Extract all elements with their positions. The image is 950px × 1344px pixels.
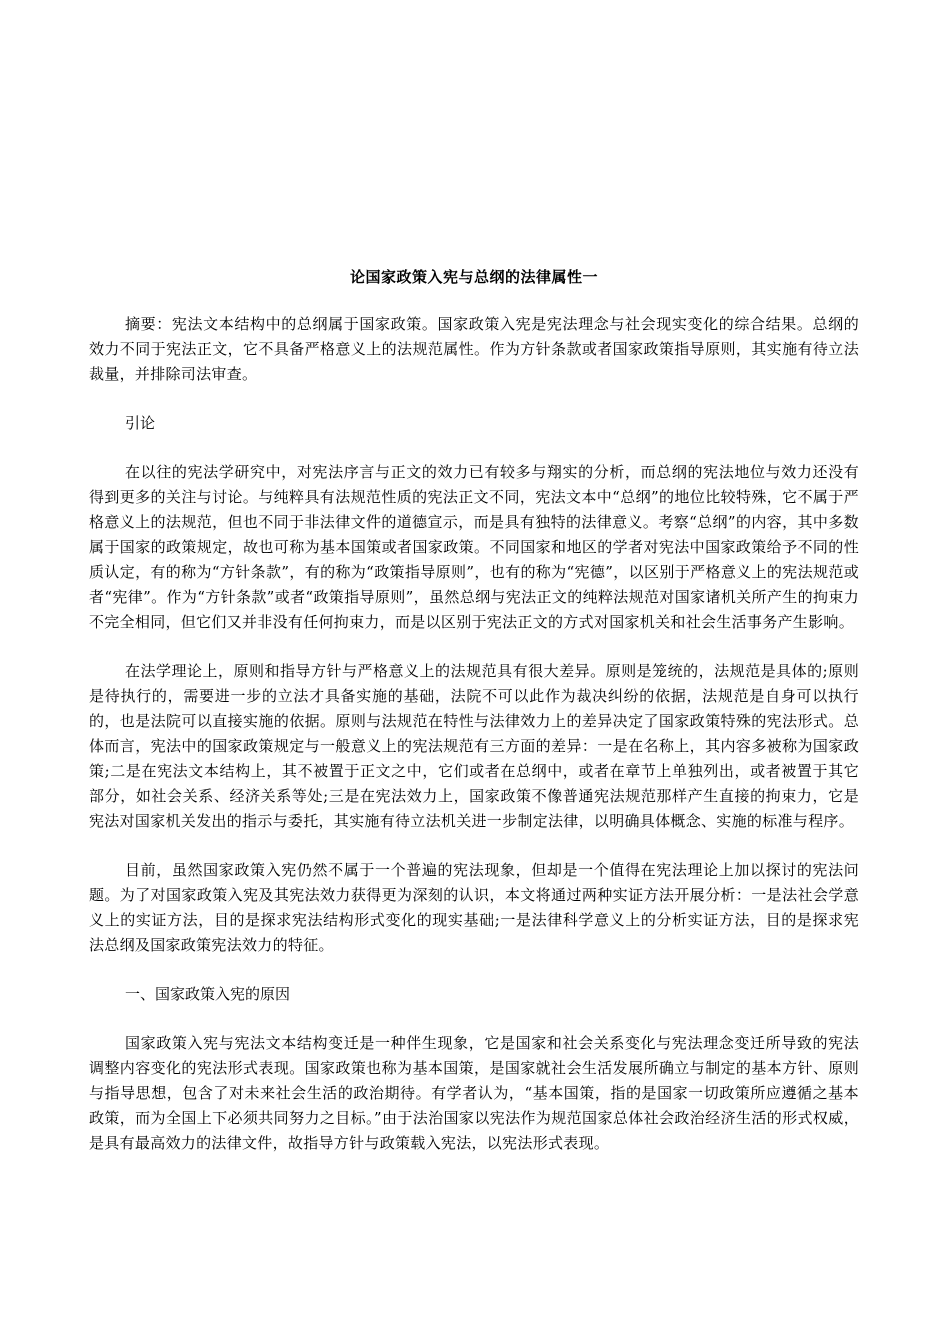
body-paragraph: 在法学理论上，原则和指导方针与严格意义上的法规范具有很大差异。原则是笼统的，法规范是具体的;原则是待执行的，需要进一步的立法才具备实施的基础，法院不可以此作为裁决纠纷的依据，法规范是自身可以执行的，也是法院可以直接实施的依据。原则与法规范在特性与法律效力上的差异决定了国家政策特殊的宪法形式。总体而言，宪法中的国家政策规定与一般意义上的宪法规范有三方面的差异：一是在名称上，其内容多被称为国家政策;二是在宪法文本结构上，其不被置于正文之中，它们或者在总纲中，或者在章节上单独列出，或者被置于其它部分，如社会关系、经济关系等处;三是在宪法效力上，国家政策不像普通宪法规范那样产生直接的拘束力，它是宪法对国家机关发出的指示与委托，其实施有待立法机关进一步制定法律，以明确具体概念、实施的标准与程序。 — [89, 662, 859, 830]
intro-heading: 引论 — [125, 414, 156, 432]
abstract-paragraph: 摘要：宪法文本结构中的总纲属于国家政策。国家政策入宪是宪法理念与社会现实变化的综合结果。总纲的效力不同于宪法正文，它不具备严格意义上的法规范属性。作为方针条款或者国家政策指导原则，其实施有待立法裁量，并排除司法审查。 — [89, 315, 859, 383]
section-heading: 一、国家政策入宪的原因 — [125, 985, 291, 1003]
body-paragraph: 目前，虽然国家政策入宪仍然不属于一个普遍的宪法现象，但却是一个值得在宪法理论上加以探讨的宪法问题。为了对国家政策入宪及其宪法效力获得更为深刻的认识，本文将通过两种实证方法开展分析：一是法社会学意义上的实证方法，目的是探求宪法结构形式变化的现实基础;一是法律科学意义上的分析实证方法，目的是探求宪法总纲及国家政策宪法效力的特征。 — [89, 861, 859, 954]
document-title: 论国家政策入宪与总纲的法律属性一 — [349, 268, 598, 286]
body-paragraph: 在以往的宪法学研究中，对宪法序言与正文的效力已有较多与翔实的分析，而总纲的宪法地位与效力还没有得到更多的关注与讨论。与纯粹具有法规范性质的宪法正文不同，宪法文本中“总纲”的地位比较特殊，它不属于严格意义上的法规范，但也不同于非法律文件的道德宣示，而是具有独特的法律意义。考察“总纲”的内容，其中多数属于国家的政策规定，故也可称为基本国策或者国家政策。不同国家和地区的学者对宪法中国家政策给予不同的性质认定，有的称为“方针条款”，有的称为“政策指导原则”，也有的称为“宪德”，以区别于严格意义上的宪法规范或者“宪律”。作为“方针条款”或者“政策指导原则”，虽然总纲与宪法正文的纯粹法规范对国家诸机关所产生的拘束力不完全相同，但它们又并非没有任何拘束力，而是以区别于宪法正文的方式对国家机关和社会生活事务产生影响。 — [89, 463, 859, 631]
body-paragraph: 国家政策入宪与宪法文本结构变迁是一种伴生现象，它是国家和社会关系变化与宪法理念变迁所导致的宪法调整内容变化的宪法形式表现。国家政策也称为基本国策，是国家就社会生活发展所确立与制定的基本方针、原则与指导思想，包含了对未来社会生活的政治期待。有学者认为，“基本国策，指的是国家一切政策所应遵循之基本政策，而为全国上下必须共同努力之目标。”由于法治国家以宪法作为规范国家总体社会政治经济生活的形式权威，是具有最高效力的法律文件，故指导方针与政策载入宪法，以宪法形式表现。 — [89, 1034, 859, 1152]
document-page — [89, 266, 859, 1180]
